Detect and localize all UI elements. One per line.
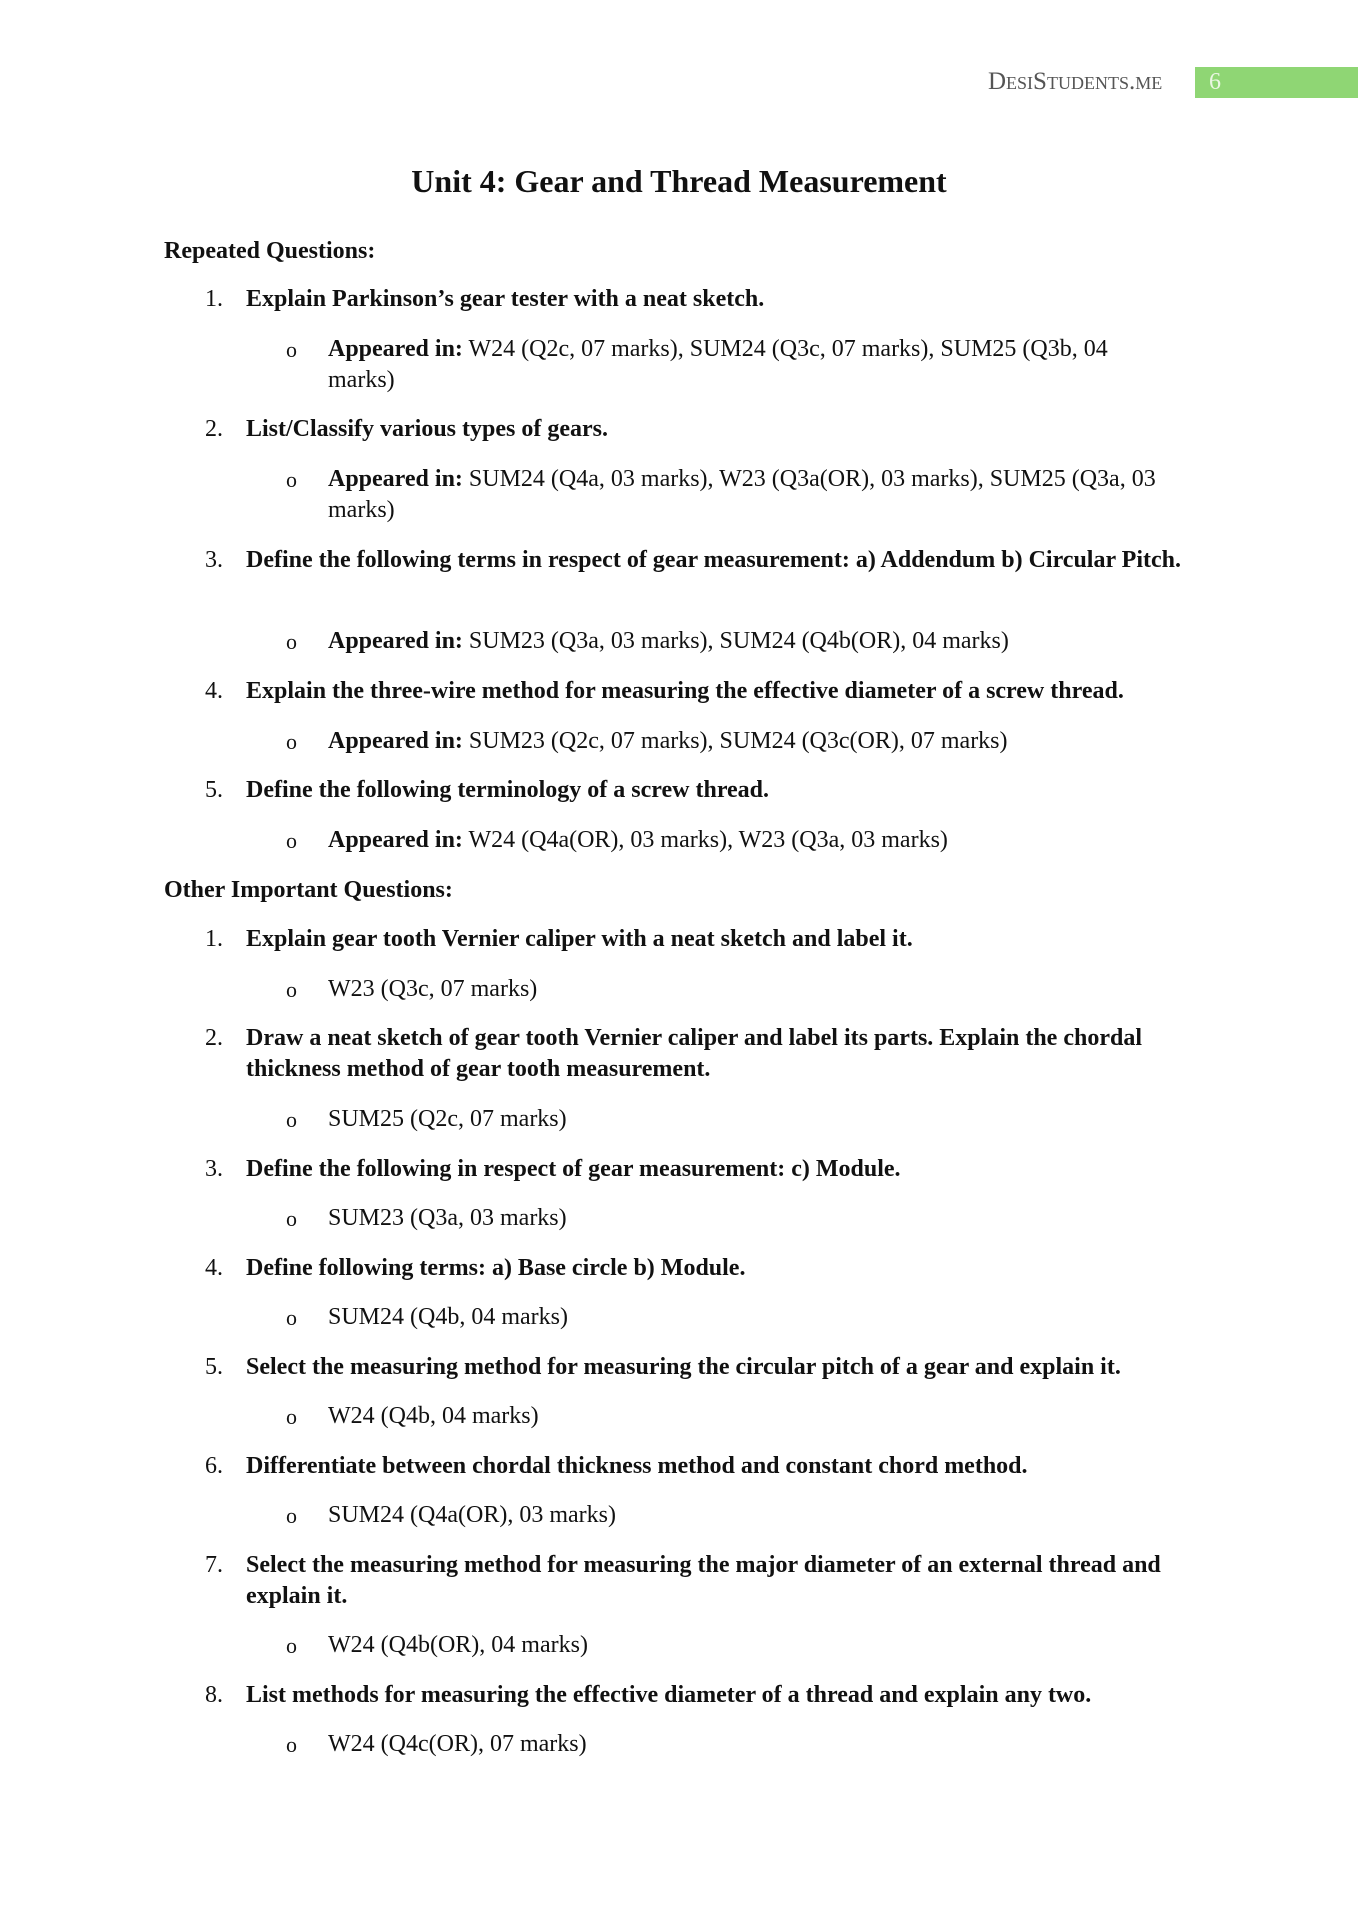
question-text: Define the following in respect of gear measurement: c) Module. (246, 1156, 901, 1182)
question-number: 7. (205, 1552, 223, 1578)
bullet-icon: o (286, 729, 297, 754)
question-number: 4. (205, 1255, 223, 1281)
bullet-icon: o (286, 977, 297, 1002)
page-title-text: Unit 4: Gear and Thread Measurement (411, 163, 947, 199)
bullet-icon: o (286, 1633, 297, 1658)
question-number: 2. (205, 1025, 223, 1051)
appeared-detail: W24 (Q4b(OR), 04 marks) (328, 1632, 588, 1658)
appeared-detail: SUM24 (Q4b, 04 marks) (328, 1304, 568, 1330)
question-number: 2. (205, 416, 223, 442)
appearance-info (328, 334, 1178, 396)
question-text: List methods for measuring the effective diameter of a thread and explain any two. (246, 1682, 1092, 1708)
question-text: Select the measuring method for measuring the major diameter of an external thread and explain it. (246, 1552, 1161, 1609)
question-text: Define the following terms in respect of gear measurement: a) Addendum b) Circular Pitch. (246, 547, 1182, 573)
appeared-label: Appeared in: (328, 827, 463, 853)
bullet-icon: o (286, 337, 297, 362)
bullet-icon: o (286, 1305, 297, 1330)
question-text: Define following terms: a) Base circle b) Module. (246, 1255, 746, 1281)
question-number: 4. (205, 678, 223, 704)
question-number: 3. (205, 547, 223, 573)
appeared-detail: SUM25 (Q2c, 07 marks) (328, 1106, 567, 1132)
appeared-label: Appeared in: (328, 628, 463, 654)
appeared-detail: SUM24 (Q4a(OR), 03 marks) (328, 1502, 616, 1528)
bullet-icon: o (286, 1206, 297, 1231)
appeared-detail: SUM24 (Q4a, 03 marks), W23 (Q3a(OR), 03 marks), SUM25 (Q3a, 03 marks) (328, 466, 1156, 523)
repeated-questions-heading: Repeated Questions: (164, 238, 376, 264)
appeared-label: Appeared in: (328, 336, 463, 362)
bullet-icon: o (286, 1404, 297, 1429)
question-text: Draw a neat sketch of gear tooth Vernier caliper and label its parts. Explain the chordal thickness method of gear tooth measurement. (246, 1025, 1142, 1082)
site-brand: DesiStudents.me (988, 68, 1163, 95)
appeared-detail: SUM23 (Q2c, 07 marks), SUM24 (Q3c(OR), 07 marks) (462, 728, 1008, 754)
question-text: Differentiate between chordal thickness method and constant chord method. (246, 1453, 1028, 1479)
bullet-icon: o (286, 629, 297, 654)
appeared-detail: W24 (Q2c, 07 marks), SUM24 (Q3c, 07 marks), SUM25 (Q3b, 04 marks) (328, 336, 1108, 393)
question-text: Define the following terminology of a screw thread. (246, 777, 770, 803)
appeared-detail: SUM23 (Q3a, 03 marks) (328, 1205, 567, 1231)
appeared-detail: W24 (Q4a(OR), 03 marks), W23 (Q3a, 03 marks) (462, 827, 948, 853)
appearance-info (328, 726, 1178, 757)
question-text: Explain Parkinson’s gear tester with a neat sketch. (246, 286, 765, 312)
question-number: 5. (205, 777, 223, 803)
appearance-info (328, 626, 1178, 657)
bullet-icon: o (286, 467, 297, 492)
bullet-icon: o (286, 828, 297, 853)
question-number: 8. (205, 1682, 223, 1708)
question-number: 1. (205, 926, 223, 952)
question-number: 1. (205, 286, 223, 312)
question-number: 6. (205, 1453, 223, 1479)
appeared-label: Appeared in: (328, 728, 463, 754)
question-number: 3. (205, 1156, 223, 1182)
question-text: Explain the three-wire method for measuring the effective diameter of a screw thread. (246, 678, 1124, 704)
question-text: Explain gear tooth Vernier caliper with a neat sketch and label it. (246, 926, 913, 952)
appeared-detail: W24 (Q4c(OR), 07 marks) (328, 1731, 587, 1757)
question-text: List/Classify various types of gears. (246, 416, 608, 442)
question-number: 5. (205, 1354, 223, 1380)
appeared-label: Appeared in: (328, 466, 463, 492)
bullet-icon: o (286, 1107, 297, 1132)
appearance-info (328, 464, 1178, 526)
bullet-icon: o (286, 1732, 297, 1757)
appeared-detail: W24 (Q4b, 04 marks) (328, 1403, 539, 1429)
appeared-detail: SUM23 (Q3a, 03 marks), SUM24 (Q4b(OR), 04 marks) (462, 628, 1009, 654)
bullet-icon: o (286, 1503, 297, 1528)
question-text: Select the measuring method for measuring the circular pitch of a gear and explain it. (246, 1354, 1121, 1380)
other-questions-heading: Other Important Questions: (164, 877, 453, 903)
page-number: 6 (1209, 69, 1221, 95)
appearance-info (328, 825, 1178, 856)
page-title (0, 163, 1358, 200)
appeared-detail: W23 (Q3c, 07 marks) (328, 976, 538, 1002)
